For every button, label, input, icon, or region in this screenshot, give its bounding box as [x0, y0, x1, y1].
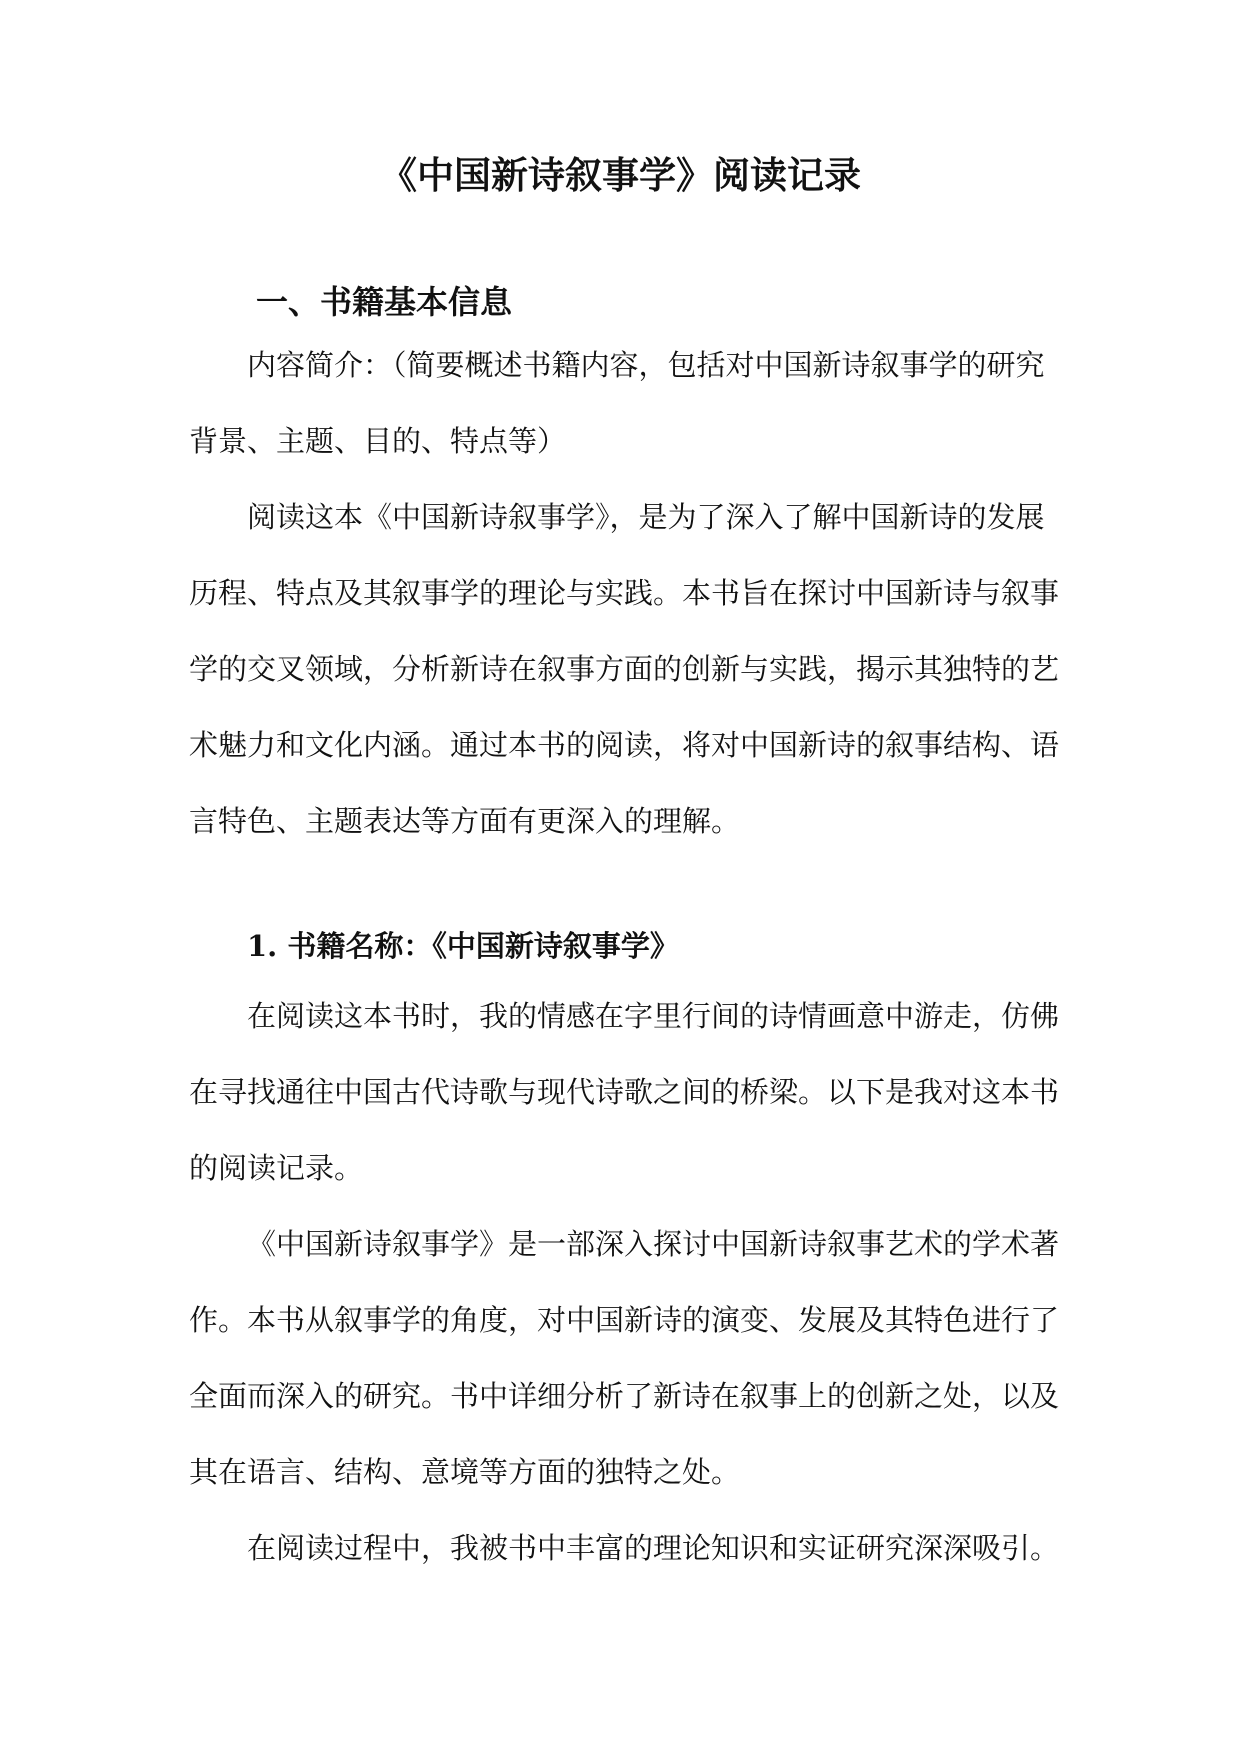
paragraph-line: 术魅力和文化内涵。通过本书的阅读，将对中国新诗的叙事结构、语	[189, 728, 1060, 762]
paragraph-line: 的阅读记录。	[189, 1151, 364, 1185]
reading-feeling-paragraph	[189, 978, 1069, 1206]
reading-process-paragraph	[189, 1510, 1069, 1586]
book-name-heading: 1. 书籍名称：《中国新诗叙事学》	[247, 929, 679, 963]
paragraph-line: 在阅读过程中，我被书中丰富的理论知识和实证研究深深吸引。	[247, 1531, 1060, 1565]
paragraph-line: 全面而深入的研究。书中详细分析了新诗在叙事上的创新之处，以及	[189, 1379, 1060, 1413]
paragraph-line: 在寻找通往中国古代诗歌与现代诗歌之间的桥梁。以下是我对这本书	[189, 1075, 1060, 1109]
paragraph-line: 历程、特点及其叙事学的理论与实践。本书旨在探讨中国新诗与叙事	[189, 576, 1060, 610]
section-heading-basic-info: 一、书籍基本信息	[256, 283, 513, 321]
paragraph-line: 背景、主题、目的、特点等）	[189, 424, 567, 458]
paragraph-line: 在阅读这本书时，我的情感在字里行间的诗情画意中游走，仿佛	[247, 999, 1060, 1033]
paragraph-line: 学的交叉领域，分析新诗在叙事方面的创新与实践，揭示其独特的艺	[189, 652, 1060, 686]
document-title: 《中国新诗叙事学》阅读记录	[380, 153, 861, 197]
paragraph-line: 《中国新诗叙事学》是一部深入探讨中国新诗叙事艺术的学术著	[247, 1227, 1060, 1261]
paragraph-line: 言特色、主题表达等方面有更深入的理解。	[189, 804, 741, 838]
intro-paragraph	[189, 327, 1069, 479]
paragraph-line: 其在语言、结构、意境等方面的独特之处。	[189, 1455, 741, 1489]
paragraph-line: 作。本书从叙事学的角度，对中国新诗的演变、发展及其特色进行了	[189, 1303, 1060, 1337]
paragraph-line: 内容简介：（简要概述书籍内容，包括对中国新诗叙事学的研究	[247, 348, 1045, 382]
purpose-paragraph	[189, 479, 1069, 859]
book-summary-paragraph	[189, 1206, 1069, 1510]
paragraph-line: 阅读这本《中国新诗叙事学》，是为了深入了解中国新诗的发展	[247, 500, 1045, 534]
